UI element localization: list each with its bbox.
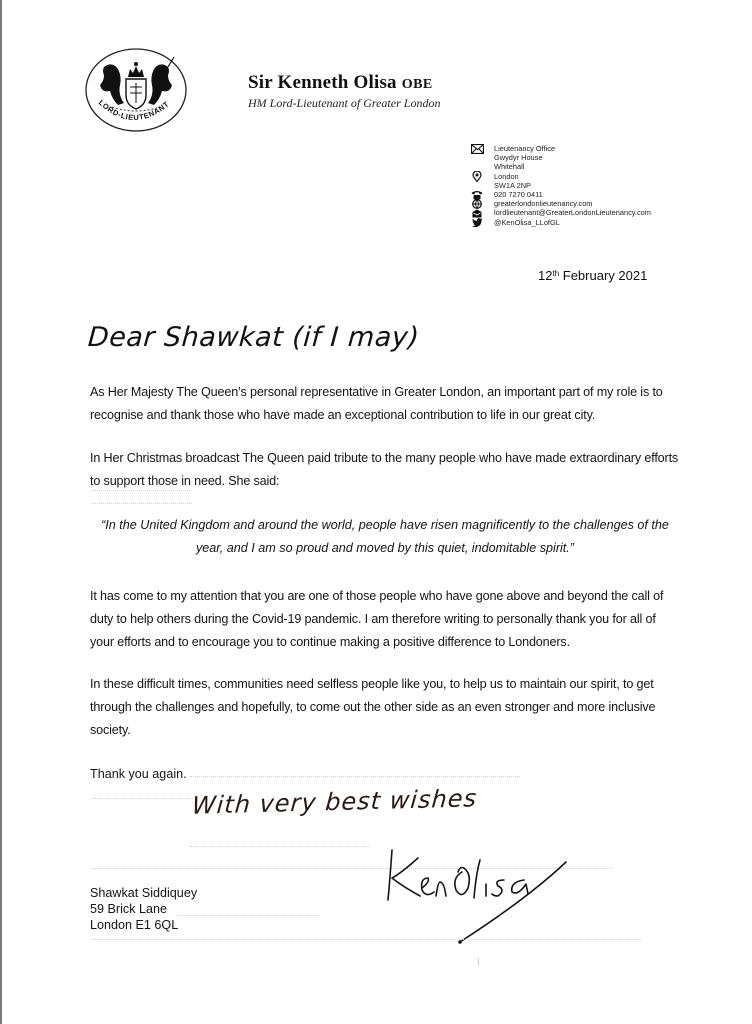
crest-emblem-icon	[84, 47, 188, 133]
closing-thanks: Thank you again.	[90, 767, 187, 781]
recipient-address-line-2: London E1 6QL	[90, 918, 179, 932]
scan-speckle	[190, 846, 370, 848]
sender-title: HM Lord-Lieutenant of Greater London	[248, 96, 441, 110]
handwritten-salutation: Dear Shawkat (if I may)	[86, 322, 421, 353]
scan-mark	[478, 958, 479, 966]
sender-name	[248, 72, 433, 94]
contact-line-building: Gwydyr House	[494, 153, 543, 163]
recipient-name: Shawkat Siddiquey	[90, 886, 198, 900]
handwritten-best-wishes: With very best wishes	[190, 784, 479, 820]
scan-speckle	[92, 490, 192, 492]
twitter-icon	[470, 218, 484, 228]
svg-text:LORD-LIEUTENANT: LORD-LIEUTENANT	[96, 97, 171, 123]
contact-line-website: greaterlondonlieutenancy.com	[470, 199, 690, 208]
contact-line-email: lordlieutenant@GreaterLondonLieutenancy.com	[470, 208, 690, 217]
body-paragraph-4: In these difficult times, communities need selfless people like you, to help us to maintain our spirit, to get through the challenges and hopefully, to come out the other side as an even stronger and more inclusive society.	[90, 677, 656, 737]
contact-line-postcode: SW1A 2NP	[494, 180, 531, 190]
body-paragraph-2: In Her Christmas broadcast The Queen paid tribute to the many people who have made extraordinary efforts to support those in need. She said:	[90, 451, 679, 488]
queen-quote: “In the United Kingdom and around the world, people have risen magnificently to the challenges of the year, and I am so proud and moved by this quiet, indomitable spirit.”	[101, 518, 669, 555]
scan-speckle	[92, 939, 642, 941]
contact-line-office: Lieutenancy Office	[470, 144, 690, 153]
scan-speckle	[178, 915, 318, 917]
recipient-address	[90, 885, 197, 933]
contact-line-phone: 020 7270 0411	[470, 190, 690, 199]
scan-speckle	[190, 776, 520, 778]
letter-date: 12th February 2021	[538, 268, 648, 283]
contact-block	[470, 144, 690, 227]
contact-line-city: London	[470, 172, 690, 181]
page-edge	[0, 0, 2, 1024]
scan-speckle	[92, 798, 192, 800]
lord-lieutenant-crest	[84, 47, 188, 133]
sender-name-text: Sir Kenneth Olisa	[248, 72, 397, 93]
body-paragraph-1: As Her Majesty The Queen’s personal representative in Greater London, an important part of my role is to recognise and thank those who have made an exceptional contribution to life in our great city.	[90, 385, 663, 422]
contact-line-street: Whitehall	[494, 162, 525, 172]
contact-line-twitter: @KenOlisa_LLofGL	[470, 218, 690, 227]
scan-speckle	[92, 503, 192, 505]
body-paragraph-3: It has come to my attention that you are one of those people who have gone above and beyond the call of duty to help others during the Covid-19 pandemic. I am therefore writing to personally thank you for all of your efforts and to encourage you to continue making a positive difference to Londoners.	[90, 589, 664, 649]
sender-postnominal: OBE	[401, 77, 433, 92]
signature-ken-olisa	[378, 838, 578, 953]
recipient-address-line-1: 59 Brick Lane	[90, 902, 168, 916]
